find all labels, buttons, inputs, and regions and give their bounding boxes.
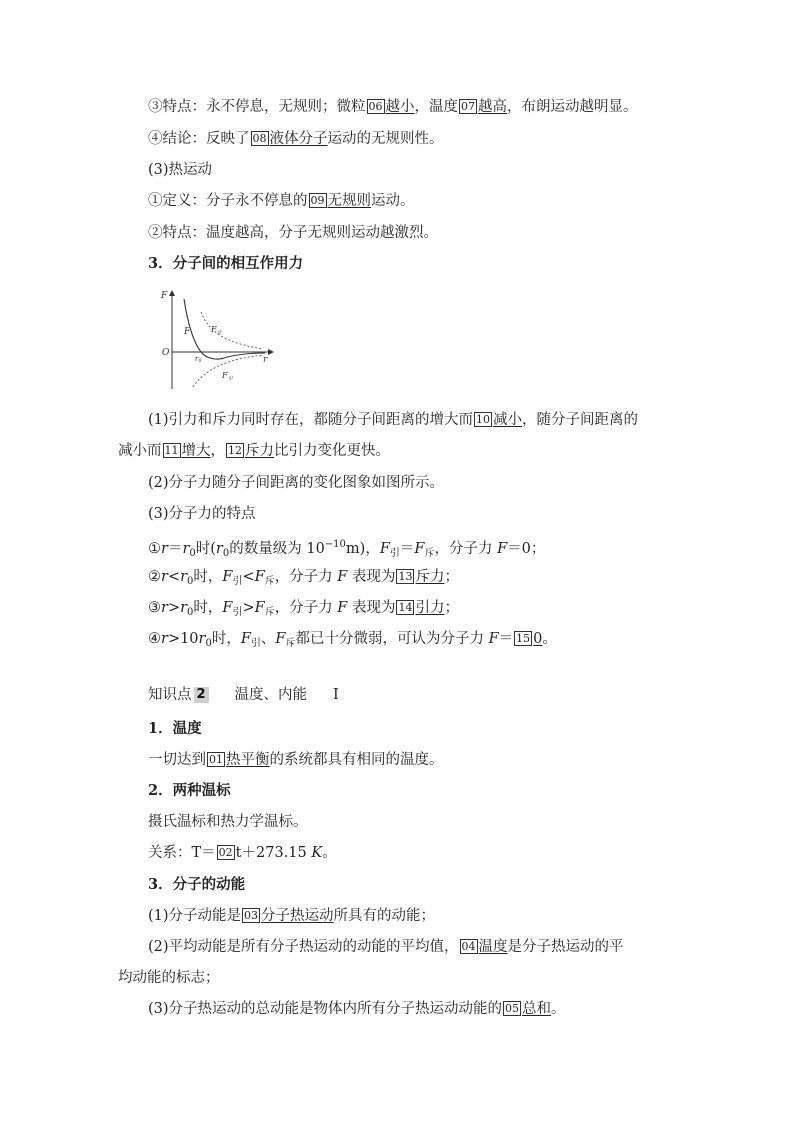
text: ③ [148, 600, 161, 616]
answer-text: 无规则 [327, 193, 371, 209]
text: 。 [551, 1001, 566, 1017]
answer-text: 分子热运动 [261, 908, 334, 924]
blank-number-box: 12 [228, 444, 242, 457]
blank-number-box: 01 [209, 753, 223, 766]
text: (1)引力和斥力同时存在，都随分子间距离的增大而 [148, 412, 474, 428]
text: t＋273.15 [235, 845, 312, 861]
blank-number-box: 02 [218, 846, 233, 859]
symbol: F [337, 600, 348, 616]
section-heading [148, 875, 245, 895]
text: ，分子力 [434, 541, 498, 557]
answer-text: 减小 [493, 412, 523, 428]
origin-label: O [162, 348, 170, 358]
text-line [148, 937, 624, 957]
text: ④结论：反映了 [148, 131, 250, 147]
text: 3．分子间的相互作用力 [148, 255, 304, 272]
text: ，随分子间距离的 [522, 412, 639, 428]
subscript: 0 [189, 548, 196, 559]
blank-number-box: 09 [310, 194, 325, 207]
text: >10 [167, 631, 199, 647]
section-heading [148, 254, 303, 274]
text-line [118, 968, 220, 988]
text: (1)分子动能是 [148, 908, 242, 924]
text: > [167, 600, 181, 616]
text: 的系统都具有相同的温度。 [269, 752, 444, 768]
formula-line [148, 567, 459, 592]
subscript: 斥 [424, 548, 435, 559]
symbol: F [337, 569, 348, 585]
text-line [148, 504, 256, 524]
symbol: F [222, 600, 233, 616]
net-force-curve [184, 299, 265, 359]
symbol: r [161, 600, 168, 616]
blank-number-box: 06 [368, 100, 383, 113]
subscript: 引 [232, 576, 243, 587]
answer-text: 越小 [385, 99, 415, 115]
text: 减小而 [118, 443, 162, 459]
symbol: F [240, 631, 251, 647]
section-heading [148, 719, 202, 739]
text: ③特点：永不停息，无规则；微粒 [148, 99, 366, 115]
text-line [148, 129, 444, 149]
text: 。 [322, 845, 337, 861]
text: ，分子力 [274, 600, 338, 616]
answer-text: 总和 [522, 1001, 552, 1017]
knowledge-point-heading [148, 685, 339, 705]
level-marker: Ⅰ [333, 687, 339, 703]
text: ＝0； [507, 541, 546, 557]
text: ； [444, 569, 459, 585]
text-line [148, 750, 444, 770]
text-line [148, 906, 435, 926]
text: 时， [211, 631, 241, 647]
text: 摄氏温标和热力学温标。 [148, 814, 308, 830]
symbol: r [161, 541, 168, 557]
text: 表现为 [347, 569, 396, 585]
text: 运动。 [371, 193, 415, 209]
text: 时( [195, 541, 216, 557]
blank-number-box: 10 [476, 413, 491, 426]
text: 2．两种温标 [148, 782, 231, 799]
blank-number-box: 07 [461, 100, 475, 113]
text: 运动的无规则性。 [327, 131, 444, 147]
text: ； [444, 600, 459, 616]
text: > [242, 600, 255, 616]
text-line [148, 812, 308, 832]
attraction-label: $F_引$ [222, 371, 233, 382]
repulsion-label: $F_斥$ [211, 325, 222, 336]
blank-number-box: 03 [244, 909, 259, 922]
text: 、 [260, 631, 276, 647]
text: 关系：T＝ [148, 845, 216, 861]
force-distance-graph [155, 287, 280, 392]
text-line [148, 223, 438, 243]
text: ② [148, 569, 161, 585]
text: 。 [542, 631, 557, 647]
text: < [242, 569, 255, 585]
subscript: 0 [205, 638, 212, 649]
text: 3．分子的动能 [148, 876, 246, 893]
text: 所具有的动能； [333, 908, 436, 924]
text: ＝ [399, 541, 415, 557]
symbol: r [198, 631, 206, 647]
text: 知识点 [148, 687, 192, 703]
answer-text: 斥力 [245, 443, 274, 459]
blank-number-box: 14 [398, 601, 413, 614]
symbol: F [488, 631, 499, 647]
text: 是分子热运动的平 [507, 939, 624, 955]
symbol: F [414, 541, 425, 557]
text: 时， [193, 569, 223, 585]
text: < [167, 569, 181, 585]
axis-label-r: r [263, 355, 268, 365]
symbol: F [254, 600, 265, 616]
blank-number-box: 11 [164, 444, 179, 457]
formula-line [148, 598, 459, 623]
subscript: 斥 [264, 576, 275, 587]
text: ，布朗运动越明显。 [507, 99, 638, 115]
net-force-label: F [184, 327, 191, 337]
r0-label: r0 [195, 355, 202, 364]
symbol: K [311, 845, 323, 861]
text: ④ [148, 631, 161, 647]
text: (3)分子力的特点 [148, 506, 256, 522]
symbol: r [215, 541, 223, 557]
subscript: 引 [232, 607, 243, 618]
formula-line [148, 535, 545, 564]
axis-label-f: F [161, 291, 168, 301]
text-line [148, 410, 638, 430]
text: 均动能的标志； [118, 970, 220, 986]
subscript: 0 [187, 576, 194, 587]
symbol: F [497, 541, 508, 557]
text: (2)分子力随分子间距离的变化图象如图所示。 [148, 475, 445, 491]
text: ① [148, 541, 161, 557]
text: (2)平均动能是所有分子热运动的动能的平均值， [148, 939, 459, 955]
symbol: F [222, 569, 233, 585]
subscript: 引 [389, 548, 400, 559]
symbol: F [379, 541, 390, 557]
formula-line [148, 629, 557, 654]
subscript: 斥 [285, 638, 296, 649]
text: (3)分子热运动的总动能是物体内所有分子热运动动能的 [148, 1001, 503, 1017]
answer-text: 引力 [415, 600, 445, 616]
text-line [148, 473, 444, 493]
text: ，温度 [414, 99, 458, 115]
symbol: r [180, 569, 188, 585]
text-line [148, 160, 212, 180]
text: 表现为 [347, 600, 396, 616]
heading-title: 温度、内能 [234, 687, 308, 703]
answer-text: 热平衡 [226, 752, 270, 768]
text: ＝ [498, 631, 514, 647]
blank-number-box: 05 [505, 1002, 520, 1015]
subscript: 斥 [264, 607, 275, 618]
blank-number-box: 13 [398, 570, 413, 583]
section-heading [148, 781, 231, 801]
answer-text: 越高 [478, 99, 507, 115]
text: 一切达到 [148, 752, 206, 768]
text: ，分子力 [274, 569, 338, 585]
symbol: r [161, 631, 168, 647]
symbol: r [182, 541, 190, 557]
text: m)， [345, 541, 380, 557]
text-line [118, 441, 390, 461]
answer-text: 液体分子 [269, 131, 328, 147]
blank-number-box: 04 [461, 940, 476, 953]
text-line [148, 97, 638, 117]
text: (3)热运动 [148, 162, 213, 178]
text: 1．温度 [148, 720, 202, 737]
text: 的数量级为 10 [229, 541, 325, 557]
symbol: F [254, 569, 265, 585]
subscript: 0 [222, 548, 230, 559]
text: ＝ [167, 541, 183, 557]
answer-text: 斥力 [415, 569, 445, 585]
superscript: −10 [324, 539, 346, 550]
text: 都已十分微弱，可认为分子力 [295, 631, 489, 647]
symbol: F [275, 631, 286, 647]
blank-number-box: 15 [516, 632, 531, 645]
answer-text: 0 [533, 631, 543, 647]
text: 比引力变化更快。 [274, 443, 390, 459]
subscript: 引 [250, 638, 261, 649]
text: 时， [193, 600, 223, 616]
text-line [148, 843, 337, 863]
subscript: 0 [187, 607, 194, 618]
text: ①定义：分子永不停息的 [148, 193, 308, 209]
answer-text: 增大 [181, 443, 211, 459]
text-line [148, 191, 415, 211]
blank-number-box: 08 [252, 132, 267, 145]
knowledge-point-badge: 2 [194, 687, 209, 703]
text: ， [210, 443, 225, 459]
answer-text: 温度 [478, 939, 508, 955]
symbol: r [161, 569, 168, 585]
attraction-curve [193, 355, 263, 387]
symbol: r [180, 600, 188, 616]
text-line [148, 999, 566, 1019]
text: ②特点：温度越高，分子无规则运动越激烈。 [148, 225, 438, 241]
